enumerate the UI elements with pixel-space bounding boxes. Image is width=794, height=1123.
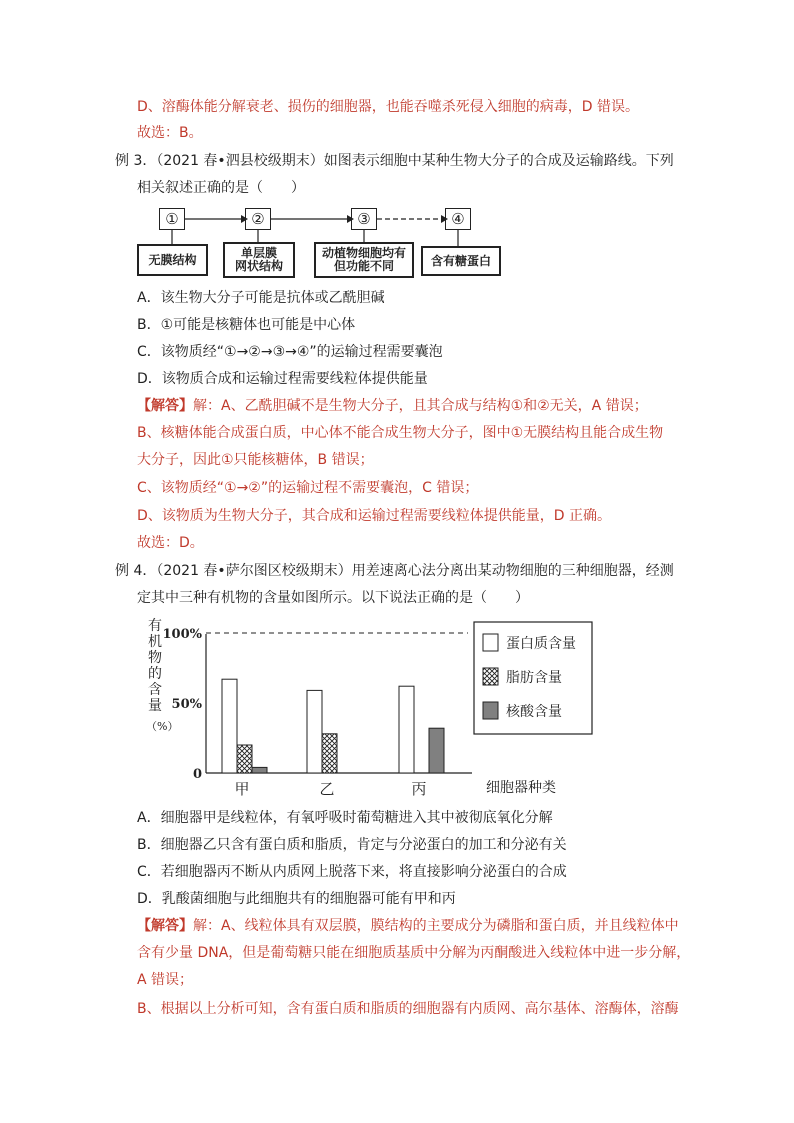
y-tick-label: 0 <box>192 767 202 782</box>
solution-text: 解：A、乙酰胆碱不是生物大分子，且其合成与结构①和②无关，A 错误； <box>193 398 648 414</box>
y-tick-label: 50% <box>171 697 202 712</box>
solution-tag: 【解答】 <box>137 918 193 934</box>
example3-answer: 故选：D。 <box>137 535 204 551</box>
legend-label: 蛋白质含量 <box>506 636 576 652</box>
example3-question-line2: 相关叙述正确的是（ ） <box>137 180 305 196</box>
legend-swatch-white <box>483 634 498 651</box>
bar-white-2 <box>399 686 414 773</box>
flow-desc-1: 无膜结构 <box>137 244 208 276</box>
example3-question-line1: 例 3．（2021 春•泗县校级期末）如图表示细胞中某种生物大分子的合成及运输路线。下列 <box>115 153 674 169</box>
bar-gray-2 <box>429 728 444 773</box>
organelle-content-chart <box>142 616 602 802</box>
prev-answer: 故选：B。 <box>137 125 203 141</box>
example4-solution-line3: A 错误； <box>137 972 194 988</box>
example4-option-a: A．细胞器甲是线粒体，有氧呼吸时葡萄糖进入其中被彻底氧化分解 <box>137 810 553 826</box>
example3-solution-line5: D、该物质为生物大分子，其合成和运输过程需要线粒体提供能量，D 正确。 <box>137 508 612 524</box>
example4-solution-line1 <box>137 917 679 935</box>
y-tick-label: 100% <box>162 627 202 642</box>
example3-option-a: A．该生物大分子可能是抗体或乙酰胆碱 <box>137 290 385 306</box>
example4-option-d: D．乳酸菌细胞与此细胞共有的细胞器可能有甲和丙 <box>137 891 456 907</box>
flow-node-1: ① <box>159 208 185 230</box>
bar-gray-0 <box>252 767 267 773</box>
flow-diagram <box>137 206 503 280</box>
bar-white-0 <box>222 679 237 773</box>
solution-text: 解：A、线粒体具有双层膜，膜结构的主要成分为磷脂和蛋白质，并且线粒体中 <box>193 918 679 934</box>
example3-solution-line3: 大分子，因此①只能核糖体，B 错误； <box>137 452 374 468</box>
example3-option-d: D．该物质合成和运输过程需要线粒体提供能量 <box>137 371 428 387</box>
example4-solution-line4: B、根据以上分析可知，含有蛋白质和脂质的细胞器有内质网、高尔基体、溶酶体，溶酶 <box>137 1001 679 1017</box>
legend-swatch-crosshatch <box>483 668 498 685</box>
flow-node-2: ② <box>245 208 271 230</box>
bar-crosshatch-1 <box>322 734 337 773</box>
example3-solution-line1 <box>137 397 648 415</box>
bar-crosshatch-0 <box>237 745 252 773</box>
category-label: 乙 <box>319 780 335 798</box>
flow-node-3: ③ <box>351 208 377 230</box>
flow-node-4: ④ <box>445 208 471 230</box>
x-axis-label: 细胞器种类 <box>486 780 556 796</box>
example4-question-line1: 例 4．（2021 春•萨尔图区校级期末）用差速离心法分离出某动物细胞的三种细胞器，经测 <box>115 563 674 579</box>
category-label: 丙 <box>411 780 427 798</box>
prev-option-d-analysis: D、溶酶体能分解衰老、损伤的细胞器，也能吞噬杀死侵入细胞的病毒，D 错误。 <box>137 99 640 115</box>
example4-option-b: B．细胞器乙只含有蛋白质和脂质，肯定与分泌蛋白的加工和分泌有关 <box>137 837 567 853</box>
y-axis-label-char: 的 <box>148 666 162 682</box>
bar-white-1 <box>307 690 322 773</box>
flow-desc-4: 含有糖蛋白 <box>421 246 501 276</box>
example4-question-line2: 定其中三种有机物的含量如图所示。以下说法正确的是（ ） <box>137 590 529 606</box>
example4-option-c: C．若细胞器丙不断从内质网上脱落下来，将直接影响分泌蛋白的合成 <box>137 864 567 880</box>
legend-label: 脂肪含量 <box>506 670 562 686</box>
category-label: 甲 <box>234 780 250 798</box>
y-axis-label-char: 量 <box>148 698 162 714</box>
solution-tag: 【解答】 <box>137 398 193 414</box>
legend-label: 核酸含量 <box>506 704 562 720</box>
y-axis-label-char: 含 <box>148 682 162 698</box>
y-axis-unit: （%） <box>146 720 179 733</box>
example4-solution-line2: 含有少量 DNA，但是葡萄糖只能在细胞质基质中分解为丙酮酸进入线粒体中进一步分解， <box>137 945 691 961</box>
flow-desc-2: 单层膜 网状结构 <box>223 242 295 278</box>
example3-solution-line4: C、该物质经“①→②”的运输过程不需要囊泡，C 错误； <box>137 480 479 496</box>
example3-option-c: C．该物质经“①→②→③→④”的运输过程需要囊泡 <box>137 344 443 360</box>
y-axis-label-char: 物 <box>148 650 162 666</box>
example3-option-b: B．①可能是核糖体也可能是中心体 <box>137 317 356 333</box>
y-axis-label-char: 有 <box>148 618 162 634</box>
example3-solution-line2: B、核糖体能合成蛋白质，中心体不能合成生物大分子，图中①无膜结构且能合成生物 <box>137 425 664 441</box>
y-axis-label-char: 机 <box>148 634 162 650</box>
legend-swatch-gray <box>483 702 498 719</box>
flow-desc-3: 动植物细胞均有 但功能不同 <box>314 242 414 278</box>
